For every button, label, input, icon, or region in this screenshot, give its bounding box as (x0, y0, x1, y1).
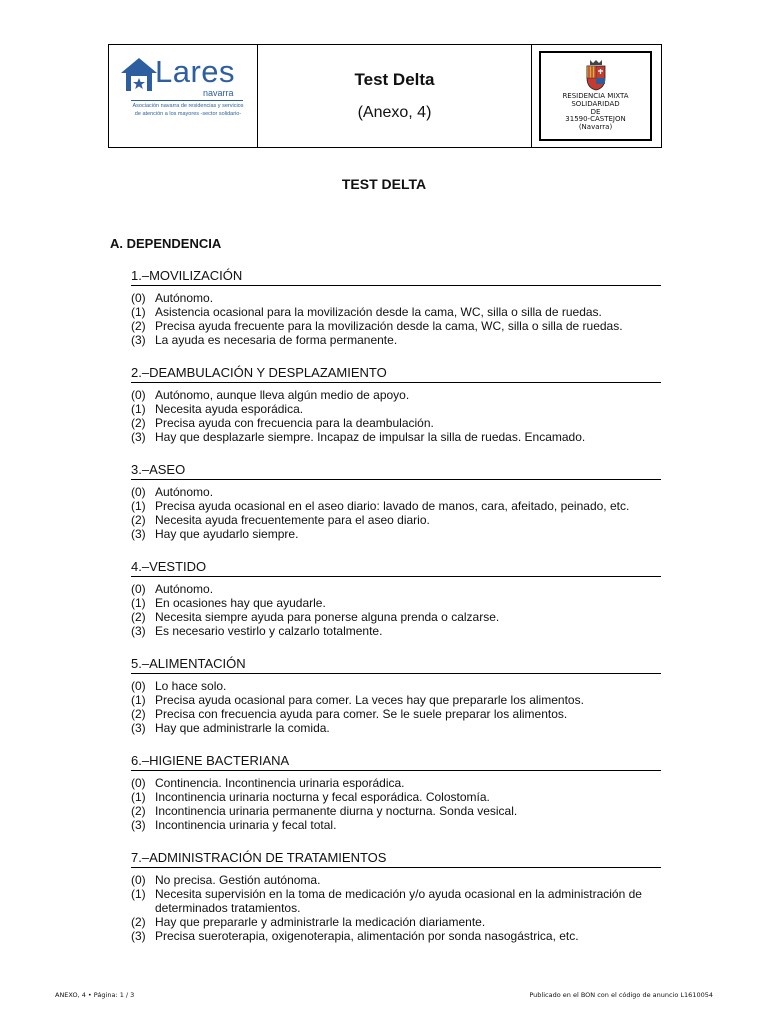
option-row (131, 804, 661, 818)
option-code: (2) (131, 610, 146, 624)
option-text: Hay que ayudarlo siempre. (155, 527, 299, 541)
option-row (131, 887, 661, 915)
option-row (131, 319, 661, 333)
option-text: Precisa ayuda con frecuencia para la deambulación. (155, 416, 434, 430)
option-row (131, 333, 661, 347)
option-code: (1) (131, 887, 146, 901)
option-text: Autónomo. (155, 582, 214, 596)
option-row (131, 776, 661, 790)
option-row (131, 513, 661, 527)
option-row (131, 596, 661, 610)
option-row (131, 582, 661, 596)
logo-caption-line: Asociación navarra de residencias y servicios (132, 103, 244, 109)
option-row (131, 679, 661, 693)
item-title: 4.–VESTIDO (131, 559, 661, 577)
option-row (131, 610, 661, 624)
section-heading: A. DEPENDENCIA (110, 236, 222, 251)
option-code: (2) (131, 319, 146, 333)
option-code: (1) (131, 596, 146, 610)
option-text: Incontinencia urinaria nocturna y fecal esporádica. Colostomía. (155, 790, 490, 804)
option-row (131, 707, 661, 721)
document-header (108, 44, 662, 148)
option-code: (2) (131, 915, 146, 929)
stamp-line: (Navarra) (578, 123, 613, 132)
option-text: Necesita ayuda frecuentemente para el aseo diario. (155, 513, 430, 527)
option-text: Necesita siempre ayuda para ponerse alguna prenda o calzarse. (155, 610, 500, 624)
option-row (131, 485, 661, 499)
logo-caption (129, 103, 247, 119)
option-text: Precisa ayuda ocasional para comer. La veces hay que prepararle los alimentos. (155, 693, 584, 707)
option-code: (1) (131, 402, 146, 416)
main-title: TEST DELTA (341, 176, 427, 192)
residence-stamp (539, 51, 652, 141)
option-code: (1) (131, 693, 146, 707)
item-title: 3.–ASEO (131, 462, 661, 480)
option-text: En ocasiones hay que ayudarle. (155, 596, 326, 610)
item-administracion-tratamientos (131, 850, 661, 943)
footer-publication-note: Publicado en el BON con el código de anuncio L1610054 (529, 991, 713, 999)
option-code: (2) (131, 416, 146, 430)
logo-divider (131, 100, 243, 101)
option-text: Incontinencia urinaria y fecal total. (155, 818, 337, 832)
option-row (131, 527, 661, 541)
option-text: Incontinencia urinaria permanente diurna y nocturna. Sonda vesical. (155, 804, 518, 818)
option-code: (2) (131, 513, 146, 527)
stamp-text (543, 93, 648, 132)
item-deambulacion (131, 365, 661, 444)
coat-of-arms-icon (584, 59, 608, 91)
residence-stamp-cell (531, 45, 661, 147)
logo-wordmark: Lares (155, 54, 236, 89)
option-code: (0) (131, 776, 146, 790)
option-text: Hay que prepararle y administrarle la medicación diariamente. (155, 915, 486, 929)
option-text: Autónomo. (155, 485, 214, 499)
option-row (131, 430, 661, 444)
option-code: (0) (131, 485, 146, 499)
option-text: Autónomo, aunque lleva algún medio de apoyo. (155, 388, 410, 402)
option-text: Precisa ayuda frecuente para la movilización desde la cama, WC, silla o silla de ruedas. (155, 319, 623, 333)
option-row (131, 416, 661, 430)
option-code: (1) (131, 499, 146, 513)
option-row (131, 915, 661, 929)
option-code: (1) (131, 305, 146, 319)
option-text: Hay que administrarle la comida. (155, 721, 330, 735)
option-text: Necesita supervisión en la toma de medicación y/o ayuda ocasional en la administración de determinados tratamientos. (155, 887, 642, 915)
option-text: Asistencia ocasional para la movilización desde la cama, WC, silla o silla de ruedas. (155, 305, 602, 319)
option-text: Autónomo. (155, 291, 214, 305)
option-code: (0) (131, 291, 146, 305)
option-row (131, 402, 661, 416)
option-code: (3) (131, 527, 146, 541)
option-code: (2) (131, 707, 146, 721)
option-row (131, 873, 661, 887)
item-title: 2.–DEAMBULACIÓN Y DESPLAZAMIENTO (131, 365, 661, 383)
option-text: La ayuda es necesaria de forma permanente. (155, 333, 398, 347)
item-vestido (131, 559, 661, 638)
stamp-line: RESIDENCIA MIXTA (562, 92, 629, 100)
option-code: (3) (131, 929, 146, 943)
option-code: (2) (131, 804, 146, 818)
option-code: (0) (131, 873, 146, 887)
option-row (131, 291, 661, 305)
option-code: (0) (131, 388, 146, 402)
option-text: Hay que desplazarle siempre. Incapaz de impulsar la silla de ruedas. Encamado. (155, 430, 586, 444)
option-code: (3) (131, 624, 146, 638)
option-text: No precisa. Gestión autónoma. (155, 873, 321, 887)
option-code: (0) (131, 679, 146, 693)
option-code: (1) (131, 790, 146, 804)
lares-logo (109, 45, 258, 147)
option-code: (0) (131, 582, 146, 596)
stamp-line: SOLIDARIDAD (571, 99, 620, 108)
footer-page-info: ANEXO, 4 • Página: 1 / 3 (55, 991, 135, 999)
option-code: (3) (131, 721, 146, 735)
option-text: Precisa ayuda ocasional en el aseo diario: lavado de manos, cara, afeitado, peinado, etc. (155, 499, 630, 513)
item-higiene-bacteriana (131, 753, 661, 832)
item-title: 6.–HIGIENE BACTERIANA (131, 753, 661, 771)
option-text: Es necesario vestirlo y calzarlo totalmente. (155, 624, 383, 638)
logo-caption-line: de atención a los mayores -sector solidario- (134, 110, 242, 117)
option-row (131, 818, 661, 832)
option-row (131, 929, 661, 943)
stamp-line: DE (590, 107, 601, 116)
option-text: Continencia. Incontinencia urinaria esporádica. (155, 776, 405, 790)
option-row (131, 721, 661, 735)
stamp-line: 31590-CASTEJON (565, 115, 626, 124)
option-code: (3) (131, 333, 146, 347)
option-text: Precisa con frecuencia ayuda para comer. Se le suele preparar los alimentos. (155, 707, 568, 721)
item-title: 1.–MOVILIZACIÓN (131, 268, 661, 286)
option-row (131, 305, 661, 319)
document-title: Test Delta (354, 70, 435, 89)
option-text: Necesita ayuda esporádica. (155, 402, 304, 416)
option-code: (3) (131, 818, 146, 832)
item-alimentacion (131, 656, 661, 735)
assessment-items (131, 268, 661, 961)
item-aseo (131, 462, 661, 541)
option-text: Precisa sueroterapia, oxigenoterapia, alimentación por sonda nasogástrica, etc. (155, 929, 579, 943)
header-title-block (258, 45, 531, 147)
document-annex: (Anexo, 4) (357, 104, 432, 121)
item-movilizacion (131, 268, 661, 347)
option-text: Lo hace solo. (155, 679, 227, 693)
item-title: 7.–ADMINISTRACIÓN DE TRATAMIENTOS (131, 850, 661, 868)
logo-subtitle: navarra (203, 88, 234, 98)
house-logo-icon (121, 57, 157, 91)
option-row (131, 388, 661, 402)
option-row (131, 499, 661, 513)
option-code: (3) (131, 430, 146, 444)
option-row (131, 624, 661, 638)
option-row (131, 790, 661, 804)
item-title: 5.–ALIMENTACIÓN (131, 656, 661, 674)
option-row (131, 693, 661, 707)
